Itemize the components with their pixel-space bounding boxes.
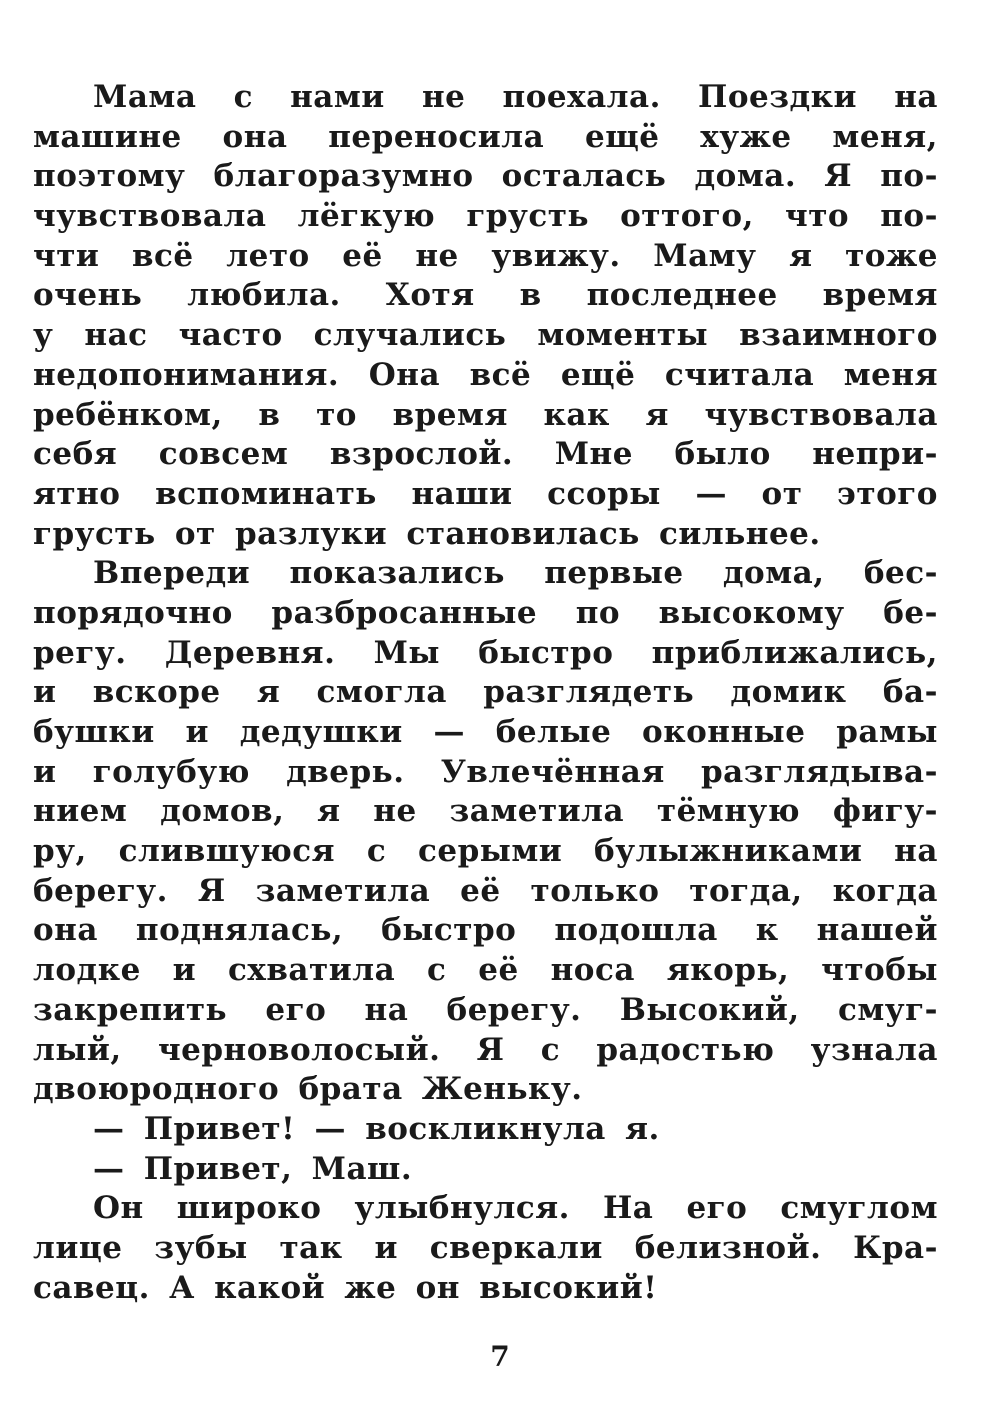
word: любила. [187,277,341,314]
word: случались [313,317,507,354]
word: зубы [154,1229,248,1266]
text-line [33,78,938,118]
word: — [93,1110,125,1147]
word: — [695,475,727,512]
word: белые [495,714,612,750]
word: же [344,1269,397,1306]
word: На [603,1190,654,1227]
text-line [33,237,938,277]
word: Я [197,872,226,909]
word: Впереди [93,555,251,592]
word: чувствовала [33,198,267,235]
word: тогда, [689,872,803,909]
word: лодке [33,952,141,989]
word: то [316,396,357,433]
word: машине [33,118,182,155]
word: заметила [255,872,431,909]
word: нашей [816,912,938,949]
word: нием [33,793,128,830]
text-line [33,118,938,158]
word: бес- [863,555,938,592]
word: приближались, [651,634,938,671]
word: меня, [832,118,938,155]
text-line [33,276,938,316]
word: Он [93,1190,144,1227]
word: переносила [328,118,545,155]
word: её [478,952,519,989]
word: А [169,1269,195,1306]
text-line [33,1269,938,1309]
word: слившуюся [118,833,336,870]
word: разглядеть [483,674,695,711]
word: булыжниками [594,833,863,870]
word: радостью [596,1031,775,1068]
word: очень [33,277,143,314]
word: что [785,198,850,235]
word: взрослой. [329,436,514,473]
word: на [894,79,938,115]
word: схватила [228,952,396,989]
word: по- [880,158,938,195]
word: регу. [33,634,127,671]
text-line [33,872,938,912]
text-line [33,396,938,436]
word: Маму [653,237,757,274]
text-line [33,197,938,237]
word: брата [298,1071,403,1108]
word: я [789,237,813,274]
word: Мы [373,634,440,671]
word: — [314,1110,346,1147]
word: у [33,317,54,354]
word: рамы [836,714,938,750]
word: Я [824,158,853,195]
word: так [279,1229,343,1266]
text-line [33,1031,938,1071]
word: считала [664,356,815,393]
word: нас [84,317,148,354]
word: Привет, [143,1150,293,1187]
word: бе- [883,594,938,631]
word: Привет! [143,1110,296,1147]
word: лёгкую [297,198,436,235]
word: и [374,1229,398,1266]
word: белизной. [634,1229,822,1266]
text-line [33,435,938,475]
word: ба- [882,674,938,711]
word: недопонимания. [33,356,340,393]
word: совсем [158,436,289,473]
word: Кра- [853,1229,938,1266]
word: лето [226,237,310,274]
word: Женьку. [421,1071,583,1108]
word: Я [476,1031,505,1068]
text-line [33,991,938,1031]
word: не [373,793,417,830]
text-line [33,356,938,396]
word: якорь, [666,952,790,989]
word: берегу. [446,991,582,1028]
word: я [256,674,281,711]
text-line [33,673,938,713]
text-line [33,832,938,872]
word: было [674,436,771,473]
word: и [33,674,57,711]
text-line [33,1110,938,1150]
word: дедушки [239,714,403,750]
word: и [33,753,57,790]
word: — [93,1150,125,1187]
word: время [822,277,938,314]
word: закрепить [33,991,228,1028]
word: его [265,991,327,1028]
word: смуглом [780,1190,938,1227]
word: грусть [33,515,156,552]
word: её [342,237,383,274]
word: становилась [406,515,640,552]
word: нами [290,79,385,115]
word: сверкали [429,1229,603,1266]
word: воскликнула [365,1110,606,1147]
word: ещё [560,356,636,393]
word: вскоре [92,674,221,711]
word: носа [550,952,635,989]
word: первые [544,555,684,592]
word: она [33,912,98,949]
word: ребёнком, [33,396,223,433]
word: от [761,475,803,512]
word: Мама [93,79,197,115]
word: время [392,396,508,433]
word: домов, [160,793,285,830]
word: он [415,1269,460,1306]
word: в [519,277,542,314]
word: с [233,79,253,115]
text-line [33,634,938,674]
word: непри- [812,436,938,473]
word: тоже [845,237,938,274]
text-line [33,951,938,991]
word: вспоминать [155,475,377,512]
word: как [543,396,610,433]
word: сильнее. [658,515,821,552]
text-line [33,515,938,555]
word: в [258,396,281,433]
word: только [530,872,660,909]
word: себя [33,436,118,473]
word: поднялась, [135,912,344,949]
word: чтобы [821,952,938,989]
page-number: 7 [490,1340,510,1373]
word: и [185,714,209,750]
word: я. [625,1110,660,1147]
word: савец. [33,1269,150,1306]
text-line [33,713,938,753]
word: ру, [33,833,87,870]
word: её [460,872,501,909]
word: Она [368,356,441,393]
word: с [427,952,447,989]
word: я [645,396,669,433]
text-line [33,475,938,515]
word: взаимного [739,317,938,354]
word: двоюродного [33,1071,280,1108]
word: домик [730,674,847,711]
word: Увлечённая [440,753,665,790]
page-text [33,78,938,1308]
word: узнала [810,1031,938,1068]
text-line [33,316,938,356]
word: оттого, [620,198,754,235]
word: с [366,833,387,870]
word: часто [178,317,283,354]
word: смогла [316,674,447,711]
word: на [364,991,409,1028]
word: на [894,833,938,870]
text-line [33,594,938,634]
word: быстро [478,634,614,671]
word: лице [33,1229,123,1266]
text-line [33,1229,938,1269]
word: и [172,952,197,989]
word: голубую [92,753,250,790]
word: улыбнулся. [354,1190,570,1227]
word: показались [289,555,505,592]
word: Мне [554,436,633,473]
word: — [433,714,466,750]
word: Хотя [385,277,475,314]
text-line [33,157,938,197]
word: подошла [554,912,718,949]
text-line [33,911,938,951]
word: быстро [381,912,517,949]
word: увижу. [491,237,621,274]
word: не [415,237,459,274]
word: к [755,912,779,949]
word: этого [837,475,938,512]
word: грусть [466,198,589,235]
word: какой [214,1269,326,1306]
word: с [540,1031,561,1068]
word: заметила [449,793,625,830]
word: благоразумно [213,158,474,195]
word: Поездки [698,79,858,115]
word: черноволосый. [157,1031,441,1068]
word: серыми [418,833,563,870]
word: хуже [700,118,792,155]
word: когда [832,872,938,909]
word: моменты [537,317,709,354]
word: чувствовала [704,396,938,433]
word: разбросанные [271,594,538,631]
word: Деревня. [164,634,336,671]
word: высокий! [479,1269,658,1306]
word: ещё [585,118,660,155]
word: не [421,79,466,115]
word: смуг- [837,991,938,1028]
word: по- [880,198,938,235]
word: дома. [694,158,797,195]
word: берегу. [33,872,168,909]
word: дома, [722,555,825,592]
text-line [33,1189,938,1229]
word: по [575,594,621,631]
word: меня [843,356,938,393]
word: его [686,1190,748,1227]
word: фигу- [832,793,938,830]
word: чти [33,237,100,274]
word: дверь. [286,753,405,790]
word: всё [132,237,194,274]
word: поехала. [502,79,661,115]
word: ссоры [547,475,661,512]
word: от [174,515,216,552]
text-line [33,792,938,832]
word: осталась [501,158,667,195]
text-line [33,1150,938,1190]
word: Маш. [311,1150,413,1187]
word: оконные [642,714,806,750]
text-line [33,554,938,594]
word: я [317,793,341,830]
word: бушки [33,714,155,750]
word: разглядыва- [700,753,938,790]
word: наши [411,475,513,512]
word: всё [469,356,532,393]
word: тёмную [656,793,801,830]
word: разлуки [234,515,388,552]
word: ятно [33,475,121,512]
word: она [222,118,288,155]
word: порядочно [33,594,233,631]
word: широко [176,1190,322,1227]
word: последнее [586,277,778,314]
word: Высокий, [619,991,800,1028]
word: высокому [658,594,845,631]
word: поэтому [33,158,186,195]
text-line [33,1070,938,1110]
word: лый, [33,1031,122,1068]
text-line [33,753,938,793]
